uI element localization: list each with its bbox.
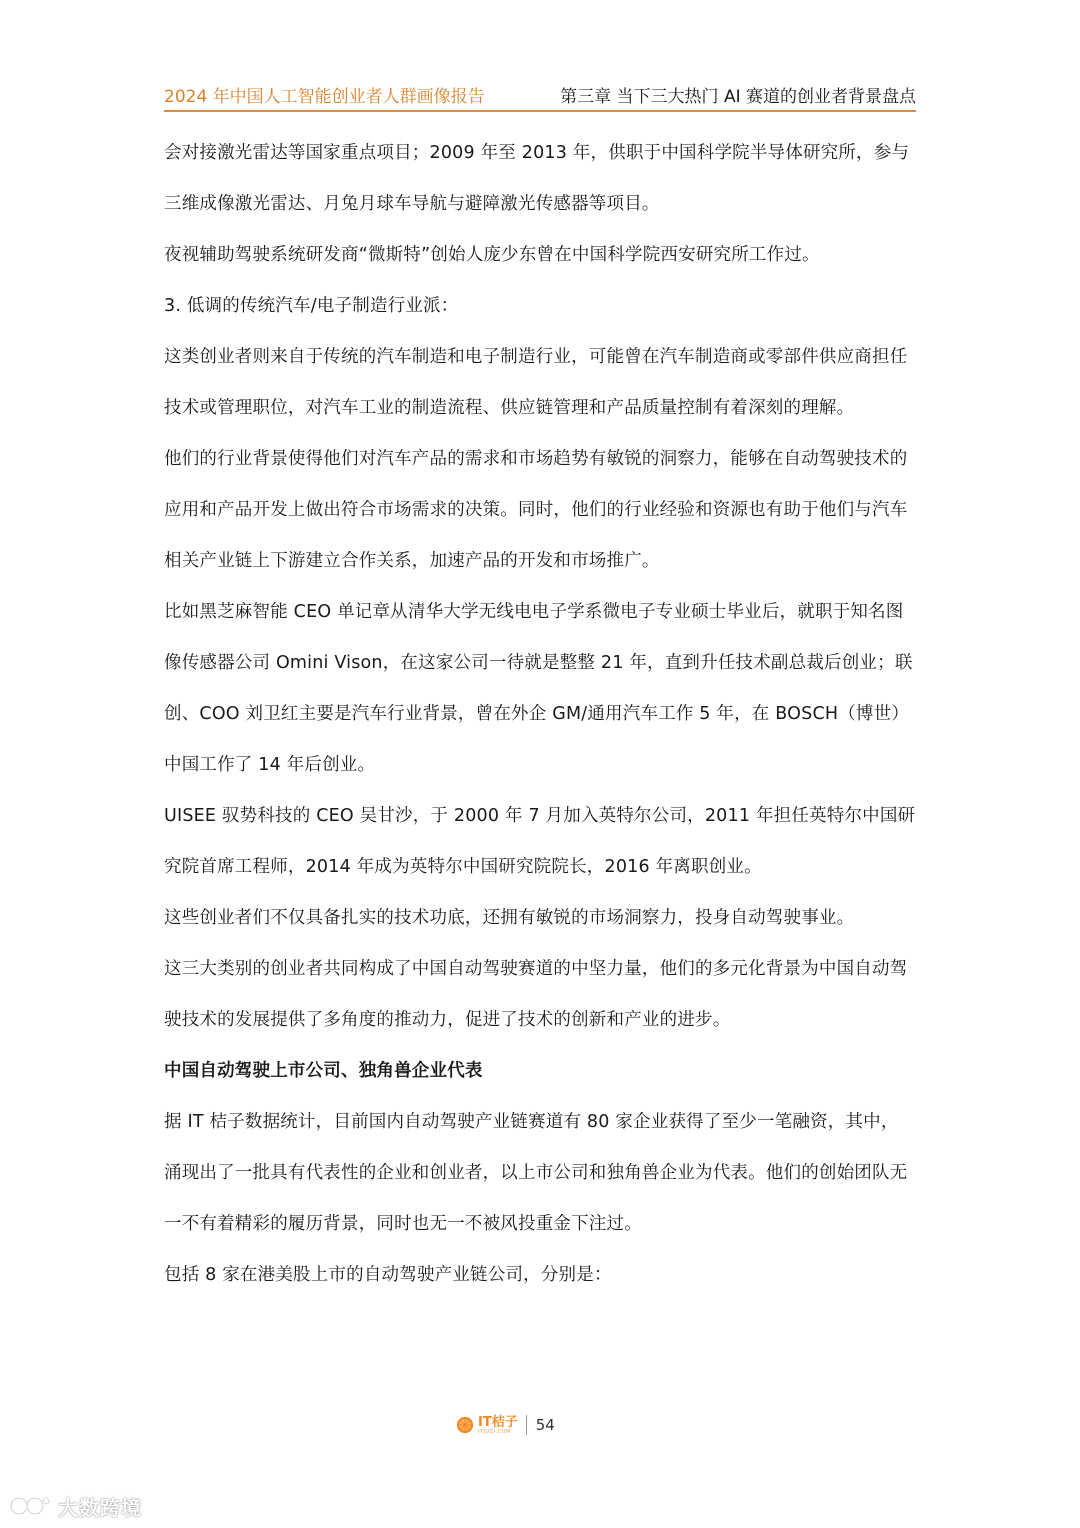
section-heading: 中国自动驾驶上市公司、独角兽企业代表: [164, 1061, 483, 1081]
paragraph: 这类创业者则来自于传统的汽车制造和电子制造行业，可能曾在汽车制造商或零部件供应商担任技术或管理职位，对汽车工业的制造流程、供应链管理和产品质量控制有着深刻的理解。: [164, 347, 908, 418]
paragraph: 包括 8 家在港美股上市的自动驾驶产业链公司，分别是：: [164, 1265, 612, 1285]
logo-subtext: ITJUZI.COM: [478, 1428, 511, 1435]
orange-slice-icon: [456, 1416, 474, 1434]
page-footer: [0, 1410, 1080, 1440]
paragraph: 他们的行业背景使得他们对汽车产品的需求和市场趋势有敏锐的洞察力，能够在自动驾驶技术的应用和产品开发上做出符合市场需求的决策。同时，他们的行业经验和资源也有助于他们与汽车相关产业链上下游建立合作关系，加速产品的开发和市场推广。: [164, 449, 908, 571]
paragraph: 这些创业者们不仅具备扎实的技术功底，还拥有敏锐的市场洞察力，投身自动驾驶事业。: [164, 908, 855, 928]
footer-divider: [526, 1415, 527, 1435]
paragraph: 比如黑芝麻智能 CEO 单记章从清华大学无线电电子学系微电子专业硕士毕业后，就职于知名图像传感器公司 Omini Vison，在这家公司一待就是整整 21 年，直到升任技术副总裁后创业；联创、COO 刘卫红主要是汽车行业背景，曾在外企 GM/通用汽车工作 5 年，在 BOSCH（博世）中国工作了 14 年后创业。: [164, 602, 913, 775]
paragraph: 据 IT 桔子数据统计，目前国内自动驾驶产业链赛道有 80 家企业获得了至少一笔融资，其中，涌现出了一批具有代表性的企业和创业者，以上市公司和独角兽企业为代表。他们的创始团队无一不有着精彩的履历背景，同时也无一不被风投重金下注过。: [164, 1112, 908, 1234]
page-header: [164, 80, 916, 112]
watermark-text: 大数跨境: [58, 1495, 142, 1520]
body-text: [164, 128, 916, 1301]
paragraph: 会对接激光雷达等国家重点项目；2009 年至 2013 年，供职于中国科学院半导体研究所，参与三维成像激光雷达、月兔月球车导航与避障激光传感器等项目。: [164, 143, 910, 214]
page-number: 54: [535, 1416, 555, 1434]
watermark: [8, 1490, 142, 1522]
list-heading: 3. 低调的传统汽车/电子制造行业派：: [164, 296, 459, 316]
logo-text: IT桔子: [478, 1414, 518, 1430]
watermark-logo-icon: [8, 1495, 52, 1517]
paragraph: UISEE 驭势科技的 CEO 吴甘沙，于 2000 年 7 月加入英特尔公司，2011 年担任英特尔中国研究院首席工程师，2014 年成为英特尔中国研究院院长，2016 年离职创业。: [164, 806, 916, 877]
paragraph: 这三大类别的创业者共同构成了中国自动驾驶赛道的中坚力量，他们的多元化背景为中国自动驾驶技术的发展提供了多角度的推动力，促进了技术的创新和产业的进步。: [164, 959, 908, 1030]
paragraph: 夜视辅助驾驶系统研发商“微斯特”创始人庞少东曾在中国科学院西安研究所工作过。: [164, 245, 820, 265]
chapter-title: 第三章 当下三大热门 AI 赛道的创业者背景盘点: [560, 87, 916, 107]
footer-brand: [456, 1410, 555, 1440]
logo-wordmark: [478, 1416, 518, 1435]
report-title: 2024 年中国人工智能创业者人群画像报告: [164, 87, 485, 107]
